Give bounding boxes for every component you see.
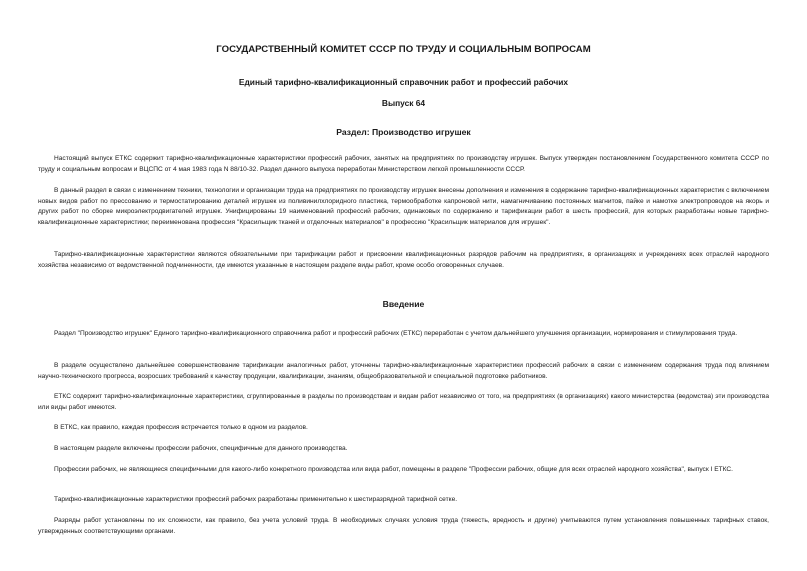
introduction-heading: Введение (382, 299, 425, 309)
introduction-paragraph: Профессии рабочих, не являющиеся специфичными для какого-либо конкретного производства или вида работ, помещены в разделе "Профессии рабочих, общие для всех отраслей народного хозяйства", выпуск I ЕТКС. (54, 466, 734, 473)
introduction-paragraph: В настоящем разделе включены профессии рабочих, специфичные для данного производства. (54, 445, 348, 452)
section-title: Раздел: Производство игрушек (336, 127, 471, 137)
introduction-paragraph: В разделе осуществлено дальнейшее совершенствование тарификации аналогичных работ, уточнены тарифно-квалификационные характеристики профессий рабочих в связи с изменением содержания труда под влиянием научно-технического прогресса, возросших требований к качеству продукции, квалификации, знаниям, общеобразовательной и специальной подготовке работников. (38, 362, 769, 380)
reference-book-title: Единый тарифно-квалификационный справочник работ и профессий рабочих (238, 77, 569, 87)
introduction-paragraph: Разряды работ установлены по их сложности, как правило, без учета условий труда. В необходимых случаях условия труда (тяжесть, вредность и другие) учитываются путем установления повышенных тарифных ставок, утвержденных соответствующими органами. (38, 517, 769, 535)
introduction-paragraph: ЕТКС содержит тарифно-квалификационные характеристики, сгруппированные в разделы по производствам и видам работ независимо от того, на предприятиях (в организациях) какого министерства (ведомства) эти производства или виды работ имеются. (38, 393, 769, 411)
introduction-paragraph: Раздел "Производство игрушек" Единого тарифно-квалификационного справочника работ и профессий рабочих (ЕТКС) переработан с учетом дальнейшего улучшения организации, нормирования и стимулирования труда. (54, 330, 738, 337)
introduction-paragraph: В ЕТКС, как правило, каждая профессия встречается только в одном из разделов. (54, 424, 308, 431)
preamble-paragraph: Настоящий выпуск ЕТКС содержит тарифно-квалификационные характеристики профессий рабочих, занятых на предприятиях по производству игрушек. Выпуск утвержден постановлением Государственного комитета СССР по труду и социальным вопросам и ВЦСПС от 4 мая 1983 года N 88/10-32. Раздел данного выпуска переработан Министерством легкой промышленности СССР. (38, 155, 769, 173)
introduction-paragraph: Тарифно-квалификационные характеристики профессий рабочих разработаны применительно к шестиразрядной тарифной сетке. (54, 496, 458, 503)
issue-number: Выпуск 64 (381, 98, 426, 108)
preamble-paragraph: В данный раздел в связи с изменением техники, технологии и организации труда на предприятиях по производству игрушек внесены дополнения и изменения в содержание тарифно-квалификационных характеристик с включением новых видов работ по прессованию и термостатированию деталей игрушек из поливинилхлоридного пластика, термообработке капроновой нити, намагничиванию постоянных магнитов, пайке и намотке электропроводов на якорь и других работ по сборке микроэлектродвигателей игрушек. Унифицированы 19 наименований профессий рабочих, одинаковых по содержанию и тарификации работ в шесть профессий, для которых разработаны новые тарифно-квалификационные характеристики; переименована профессия "Красильщик тканей и отделочных материалов" в профессию "Красильщик материалов для игрушек". (38, 187, 769, 226)
preamble-paragraph: Тарифно-квалификационные характеристики являются обязательными при тарификации работ и присвоении квалификационных разрядов рабочим на предприятиях, в организациях и учреждениях всех отраслей народного хозяйства независимо от ведомственной подчиненности, где имеются указанные в настоящем разделе виды работ, кроме особо оговоренных случаев. (38, 251, 769, 269)
organization-heading: ГОСУДАРСТВЕННЫЙ КОМИТЕТ СССР ПО ТРУДУ И СОЦИАЛЬНЫМ ВОПРОСАМ (216, 44, 591, 55)
